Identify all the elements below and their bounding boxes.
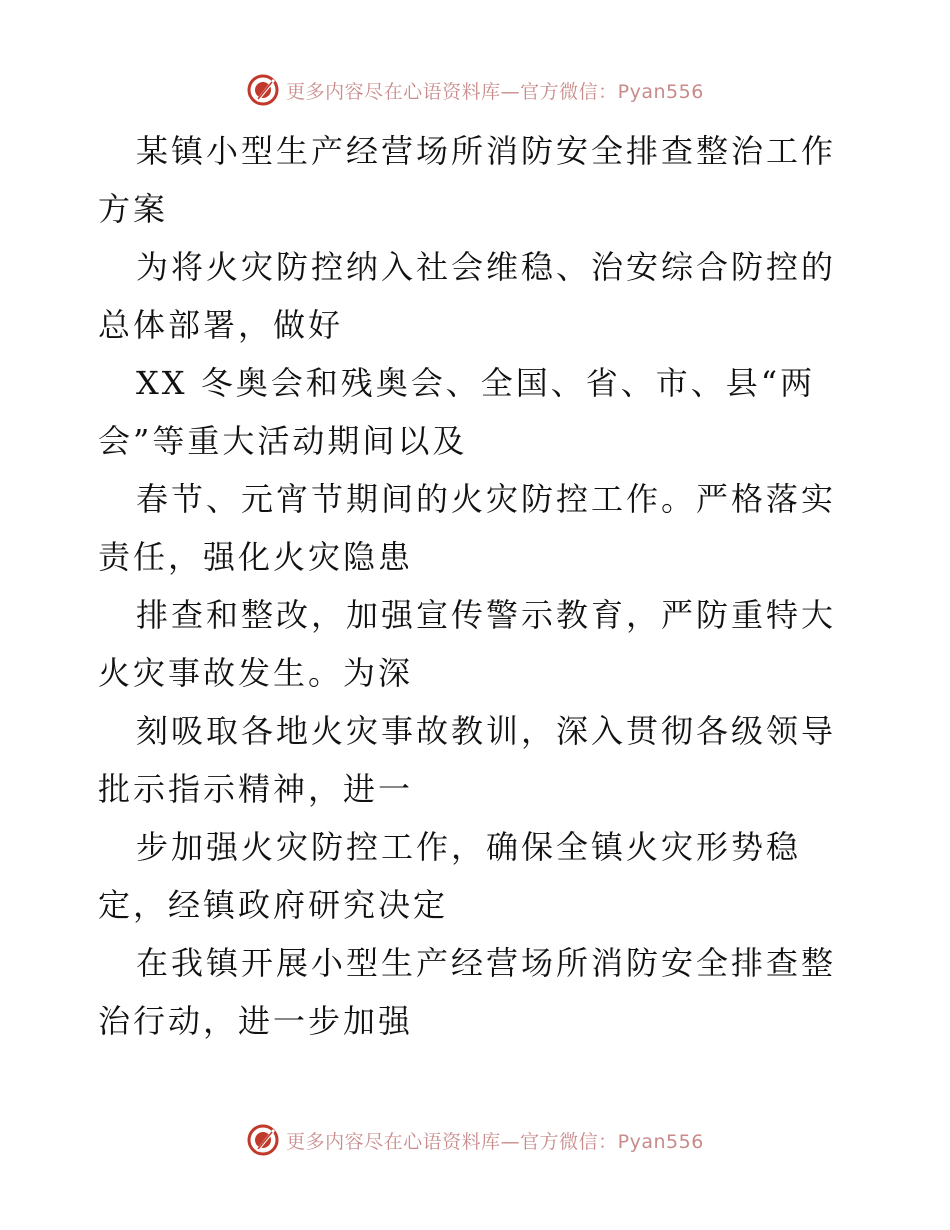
watermark-text: 更多内容尽在心语资料库—官方微信：Pyan556	[286, 1130, 704, 1153]
quill-seal-icon	[246, 1123, 280, 1157]
paragraph: 为将火灾防控纳入社会维稳、治安综合防控的总体部署，做好	[98, 248, 837, 344]
footer-watermark-banner	[0, 1120, 950, 1160]
paragraph: 在我镇开展小型生产经营场所消防安全排查整治行动，进一步加强	[98, 944, 837, 1040]
document-body	[98, 122, 858, 1050]
paragraph: 春节、元宵节期间的火灾防控工作。严格落实责任，强化火灾隐患	[98, 480, 837, 576]
document-title: 某镇小型生产经营场所消防安全排查整治工作方案	[98, 132, 837, 228]
paragraph: 刻吸取各地火灾事故教训，深入贯彻各级领导批示指示精神，进一	[98, 712, 837, 808]
quill-seal-icon	[246, 73, 280, 107]
paragraph: XX 冬奥会和残奥会、全国、省、市、县“两 会”等重大活动期间以及	[98, 364, 816, 460]
paragraph: 排查和整改，加强宣传警示教育，严防重特大火灾事故发生。为深	[98, 596, 837, 692]
paragraph: 步加强火灾防控工作，确保全镇火灾形势稳定，经镇政府研究决定	[98, 828, 802, 924]
header-watermark-banner	[0, 70, 950, 110]
watermark-text: 更多内容尽在心语资料库—官方微信：Pyan556	[286, 80, 704, 103]
